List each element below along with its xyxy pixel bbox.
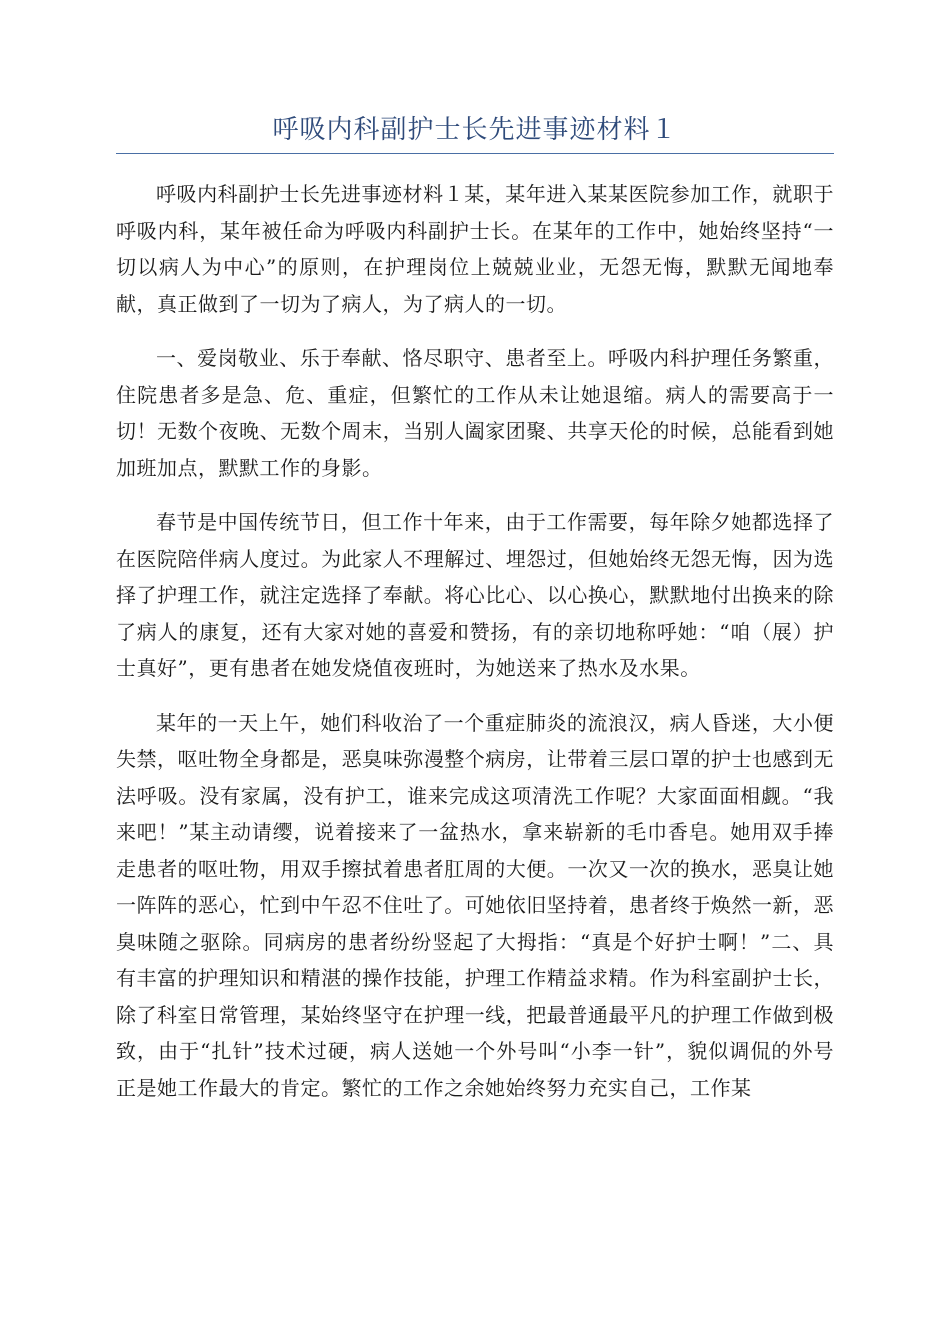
title-underline [116,153,834,154]
paragraph-intro: 呼吸内科副护士长先进事迹材料１某，某年进入某某医院参加工作，就职于呼吸内科，某年被任命为呼吸内科副护士长。在某年的工作中，她始终坚持“一切以病人为中心”的原则，在护理岗位上兢兢业业，无怨无悔，默默无闻地奉献，真正做到了一切为了病人，为了病人的一切。 [116,182,834,316]
paragraph-dedication: 一、爱岗敬业、乐于奉献、恪尽职守、患者至上。呼吸内科护理任务繁重，住院患者多是急、危、重症，但繁忙的工作从未让她退缩。病人的需要高于一切！无数个夜晚、无数个周末，当别人阖家团聚、共享天伦的时候，总能看到她加班加点，默默工作的身影。 [116,346,834,480]
document-body [116,176,834,1124]
document-title: 呼吸内科副护士长先进事迹材料１ [272,115,678,145]
paragraph-patient-care: 某年的一天上午，她们科收治了一个重症肺炎的流浪汉，病人昏迷，大小便失禁，呕吐物全身都是，恶臭味弥漫整个病房，让带着三层口罩的护士也感到无法呼吸。没有家属，没有护工，谁来完成这项清洗工作呢？大家面面相觑。“我来吧！”某主动请缨，说着接来了一盆热水，拿来崭新的毛巾香皂。她用双手捧走患者的呕吐物，用双手擦拭着患者肛周的大便。一次又一次的换水，恶臭让她一阵阵的恶心，忙到中午忍不住吐了。可她依旧坚持着，患者终于焕然一新，恶臭味随之驱除。同病房的患者纷纷竖起了大拇指：“真是个好护士啊！”二、具有丰富的护理知识和精湛的操作技能，护理工作精益求精。作为科室副护士长，除了科室日常管理，某始终坚守在护理一线，把最普通最平凡的护理工作做到极致，由于“扎针”技术过硬，病人送她一个外号叫“小李一针”，貌似调侃的外号正是她工作最大的肯定。繁忙的工作之余她始终努力充实自己，工作某 [116,710,834,1100]
paragraph-spring-festival: 春节是中国传统节日，但工作十年来，由于工作需要，每年除夕她都选择了在医院陪伴病人度过。为此家人不理解过、埋怨过，但她始终无怨无悔，因为选择了护理工作，就注定选择了奉献。将心比心、以心换心，默默地付出换来的除了病人的康复，还有大家对她的喜爱和赞扬，有的亲切地称呼她：“咱（展）护士真好”，更有患者在她发烧值夜班时，为她送来了热水及水果。 [116,510,834,680]
